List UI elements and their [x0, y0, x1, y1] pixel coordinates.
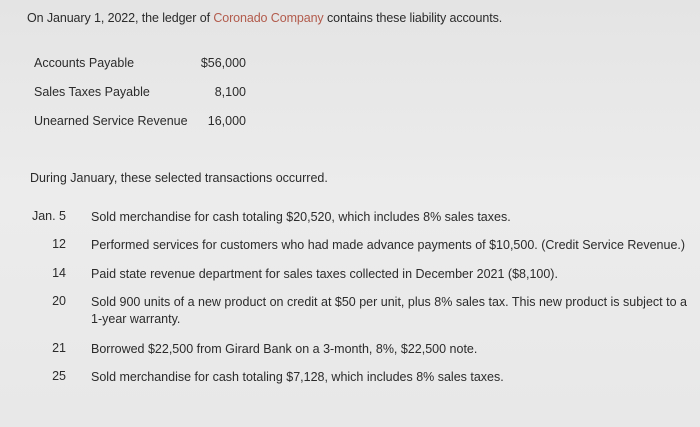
transaction-date: 12 — [52, 237, 66, 251]
transaction-date: 14 — [52, 266, 66, 280]
transaction-description: Paid state revenue department for sales taxes collected in December 2021 ($8,100). — [91, 267, 558, 281]
transactions-heading: During January, these selected transactions occurred. — [30, 171, 328, 185]
transaction-date: 25 — [52, 369, 66, 383]
transaction-date: 20 — [52, 294, 66, 308]
account-amount: $56,000 — [200, 56, 246, 70]
account-name: Accounts Payable — [34, 56, 135, 70]
account-amount: 16,000 — [207, 114, 246, 128]
transaction-description: Sold merchandise for cash totaling $20,520, which includes 8% sales taxes. — [91, 210, 511, 224]
transaction-description: Sold merchandise for cash totaling $7,128, which includes 8% sales taxes. — [91, 370, 504, 384]
transaction-description: Performed services for customers who had made advance payments of $10,500. (Credit Service Revenue.) — [91, 238, 686, 252]
ledger-row — [34, 85, 264, 114]
transaction-date: 21 — [52, 341, 66, 355]
account-name: Unearned Service Revenue — [34, 114, 188, 128]
intro-text-before: On January 1, 2022, the ledger of — [27, 11, 214, 25]
intro-sentence — [27, 11, 502, 25]
transaction-date: Jan. 5 — [31, 209, 66, 223]
liability-accounts-table — [34, 56, 264, 143]
company-name: Coronado Company — [213, 11, 324, 25]
account-name: Sales Taxes Payable — [34, 85, 150, 99]
intro-text-after: contains these liability accounts. — [323, 11, 503, 25]
account-amount: 8,100 — [214, 85, 246, 99]
transaction-description: Sold 900 units of a new product on credit at $50 per unit, plus 8% sales tax. This new product is subject to a 1-year warranty. — [91, 295, 687, 326]
transaction-description: Borrowed $22,500 from Girard Bank on a 3-month, 8%, $22,500 note. — [91, 342, 478, 356]
ledger-row — [34, 114, 264, 143]
ledger-row — [34, 56, 264, 85]
